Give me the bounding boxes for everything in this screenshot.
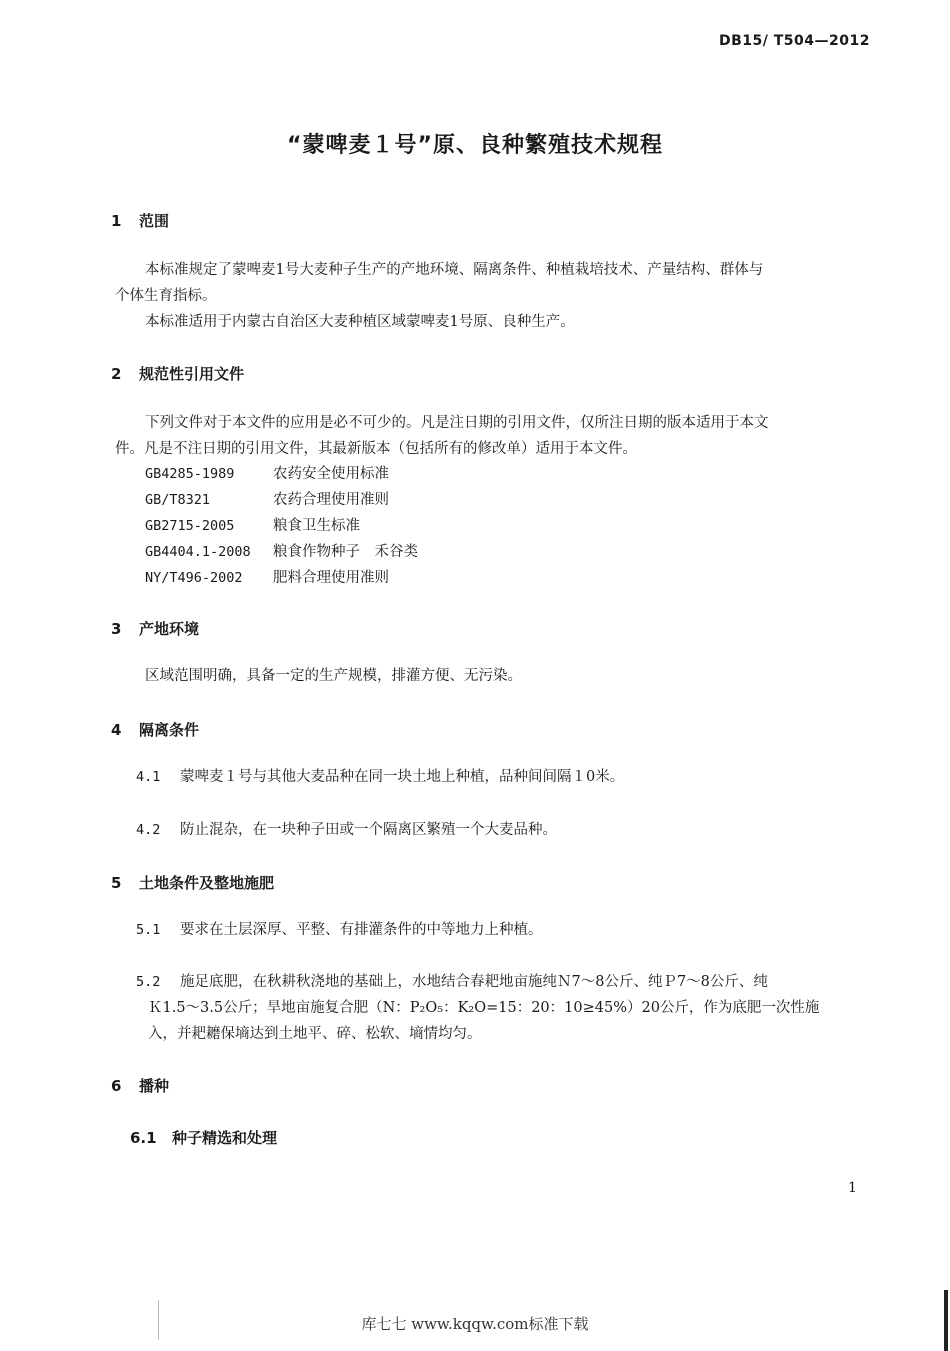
section-6-heading bbox=[111, 1075, 169, 1096]
clause-number: 4.1 bbox=[136, 769, 161, 785]
reference-item bbox=[145, 566, 389, 591]
section-4-heading bbox=[111, 719, 199, 740]
section-title: 播种 bbox=[139, 1077, 170, 1095]
clause-text: 蒙啤麦１号与其他大麦品种在同一块土地上种植，品种间间隔１0米。 bbox=[180, 769, 625, 785]
reference-name: 粮食作物种子 禾谷类 bbox=[273, 544, 418, 560]
reference-name: 农药安全使用标准 bbox=[273, 466, 389, 482]
section-1-paragraph-1-line-1: 本标准规定了蒙啤麦1号大麦种子生产的产地环境、隔离条件、种植栽培技术、产量结构、群体与 bbox=[145, 262, 764, 278]
footer-watermark-text: 库七七 www.kqqw.com标准下载 bbox=[361, 1315, 589, 1333]
section-2-heading bbox=[111, 363, 244, 384]
section-number: 4 bbox=[111, 721, 122, 739]
document-title: “蒙啤麦１号”原、良种繁殖技术规程 bbox=[287, 133, 663, 158]
clause-5-1 bbox=[136, 918, 543, 943]
section-number: 6 bbox=[111, 1077, 122, 1095]
clause-text: 防止混杂，在一块种子田或一个隔离区繁殖一个大麦品种。 bbox=[180, 822, 557, 838]
reference-item bbox=[145, 540, 418, 565]
section-number: 1 bbox=[111, 212, 122, 230]
clause-text: 施足底肥，在秋耕秋浇地的基础上，水地结合春耙地亩施纯Ｎ7～8公斤、纯Ｐ7～8公斤、纯 bbox=[180, 974, 768, 990]
reference-item bbox=[145, 462, 389, 487]
clause-number: 5.2 bbox=[136, 974, 161, 990]
clause-5-2-line-2: Ｋ1.5～3.5公斤；旱地亩施复合肥（N：P₂O₅：K₂O=15：20：10≥45%）20公斤，作为底肥一次性施 bbox=[148, 1000, 820, 1016]
reference-name: 粮食卫生标准 bbox=[273, 518, 360, 534]
reference-code: GB4285-1989 bbox=[145, 466, 235, 482]
section-1-paragraph-1-line-2: 个体生育指标。 bbox=[115, 288, 217, 304]
reference-name: 肥料合理使用准则 bbox=[273, 570, 389, 586]
section-title: 产地环境 bbox=[139, 620, 200, 638]
reference-code: GB4404.1-2008 bbox=[145, 544, 251, 560]
section-1-paragraph-2: 本标准适用于内蒙古自治区大麦种植区域蒙啤麦1号原、良种生产。 bbox=[145, 314, 575, 330]
section-number: 2 bbox=[111, 365, 122, 383]
reference-item bbox=[145, 488, 389, 513]
section-5-heading bbox=[111, 872, 274, 893]
section-1-heading bbox=[111, 210, 169, 231]
section-3-heading bbox=[111, 618, 199, 639]
section-title: 土地条件及整地施肥 bbox=[139, 874, 275, 892]
section-title: 范围 bbox=[139, 212, 170, 230]
clause-number: 5.1 bbox=[136, 922, 161, 938]
section-number: 5 bbox=[111, 874, 122, 892]
section-2-paragraph-line-2: 件。凡是不注日期的引用文件，其最新版本（包括所有的修改单）适用于本文件。 bbox=[115, 441, 637, 457]
scan-edge-line bbox=[944, 1290, 948, 1351]
clause-text: 要求在土层深厚、平整、有排灌条件的中等地力上种植。 bbox=[180, 922, 543, 938]
clause-5-2-line-1 bbox=[136, 970, 768, 995]
reference-code: GB/T8321 bbox=[145, 492, 211, 508]
section-title: 规范性引用文件 bbox=[139, 365, 245, 383]
reference-code: NY/T496-2002 bbox=[145, 570, 243, 586]
clause-4-1 bbox=[136, 765, 624, 790]
section-title: 隔离条件 bbox=[139, 721, 200, 739]
section-number: 3 bbox=[111, 620, 122, 638]
subsection-6-1-heading bbox=[130, 1127, 277, 1148]
reference-name: 农药合理使用准则 bbox=[273, 492, 389, 508]
section-3-paragraph: 区域范围明确，具备一定的生产规模，排灌方便、无污染。 bbox=[145, 668, 522, 684]
clause-4-2 bbox=[136, 818, 557, 843]
page-number: 1 bbox=[848, 1180, 857, 1196]
standard-code: DB15/ T504—2012 bbox=[719, 33, 870, 49]
section-2-paragraph-line-1: 下列文件对于本文件的应用是必不可少的。凡是注日期的引用文件，仅所注日期的版本适用于本文 bbox=[145, 415, 769, 431]
reference-item bbox=[145, 514, 360, 539]
reference-code: GB2715-2005 bbox=[145, 518, 235, 534]
clause-number: 4.2 bbox=[136, 822, 161, 838]
subsection-title: 种子精选和处理 bbox=[172, 1129, 278, 1147]
clause-5-2-line-3: 入，并耙耱保墒达到土地平、碎、松软、墒情均匀。 bbox=[148, 1026, 482, 1042]
subsection-number: 6.1 bbox=[130, 1129, 157, 1147]
